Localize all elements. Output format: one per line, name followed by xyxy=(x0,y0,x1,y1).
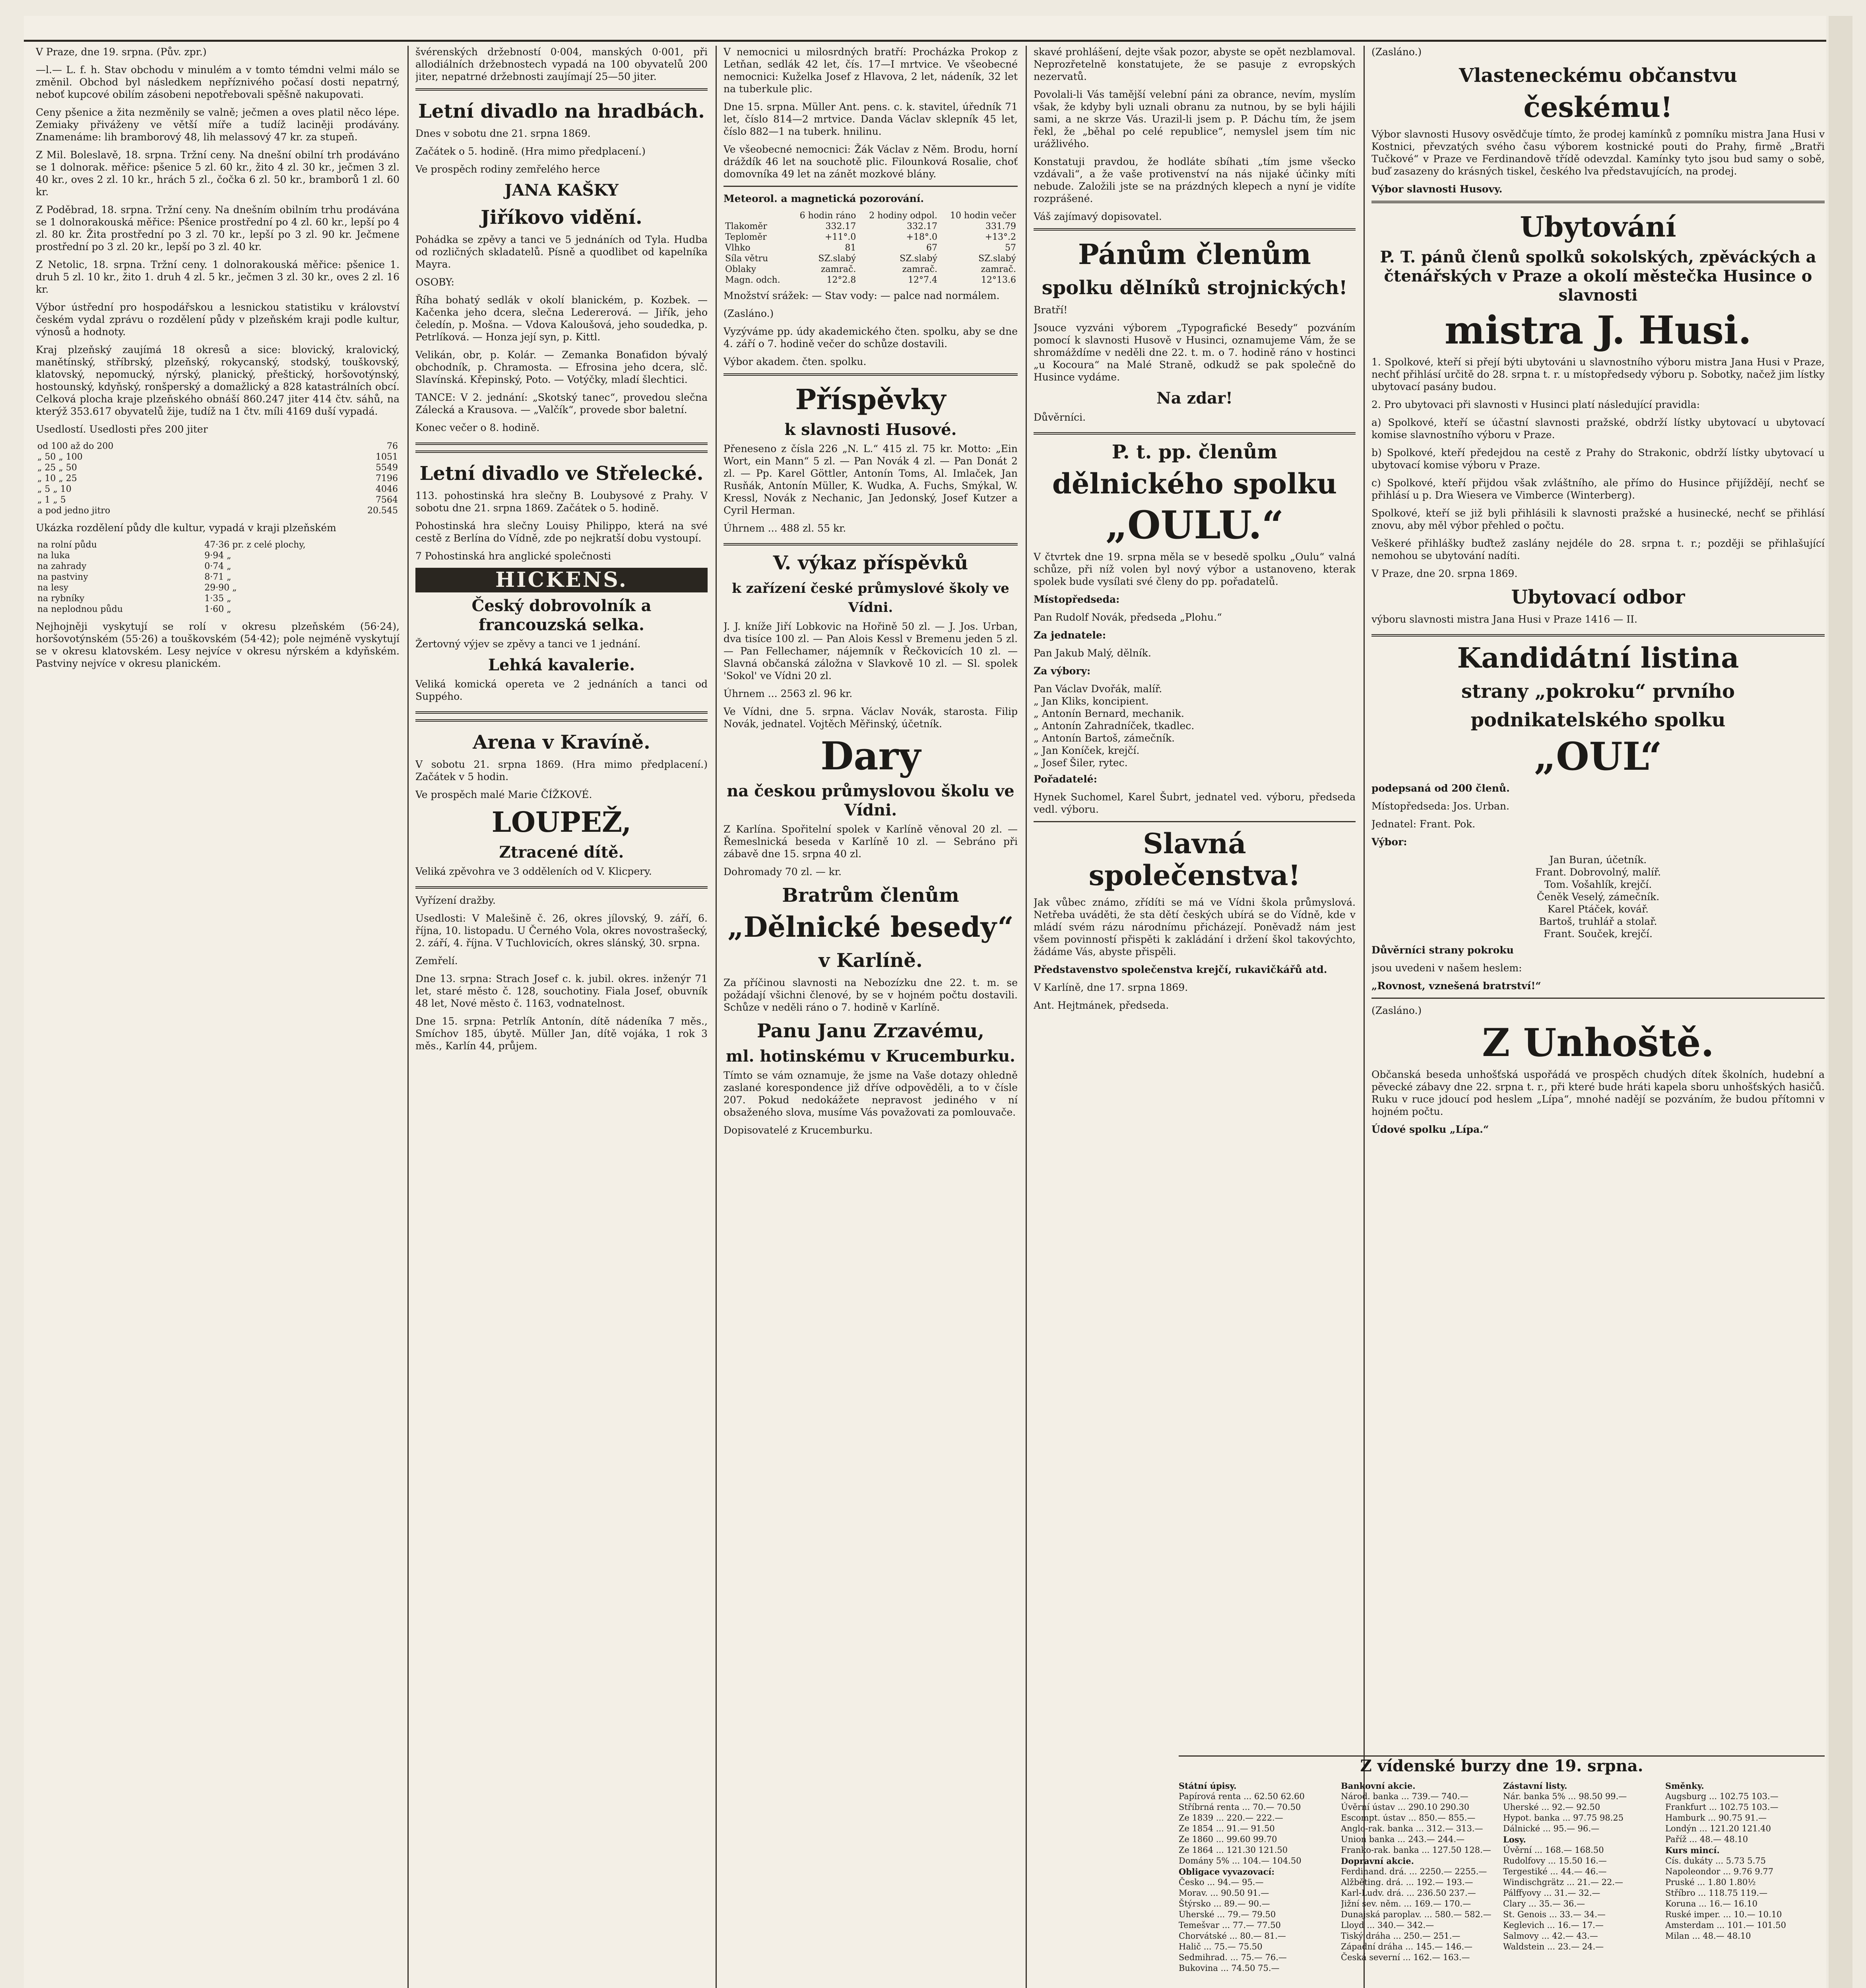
dary-subtitle: na českou průmyslovou školu ve Vídni. xyxy=(727,782,1014,819)
panum-section xyxy=(1034,228,1356,435)
bourse-row: Dálnické ... 95.— 96.— xyxy=(1503,1824,1600,1833)
column-4 xyxy=(1034,46,1356,1747)
culture-table xyxy=(36,540,400,615)
hospital-report: V nemocnici u milosrdných bratří: Procházka Prokop z Letňan, sedlák 42 let, čís. 17—I mrtvice. Ve všeobecné nemocnici: Kuželka Josef z Hlavova, 2 let, nádeník, 32 let na tuberkule plic. xyxy=(724,46,1018,95)
column-4-body-2: Konstatuji pravdou, že hodláte sbíhati „tím jsme všecko vzdávali“, a že vaše protivenství na nás nijaké účinky míti nebude. Založili jste se na prázdných klepech a nyní je vidíte rozprášené. xyxy=(1034,156,1356,204)
bourse-row: Londýn ... 121.20 121.40 xyxy=(1665,1824,1771,1833)
bourse-row: Ze 1839 ... 220.— 222.— xyxy=(1179,1813,1283,1823)
bourse-row: Česká severní ... 162.— 163.— xyxy=(1341,1953,1470,1962)
bourse-heading: Losy. xyxy=(1503,1835,1526,1844)
bourse-row: Salmovy ... 42.— 43.— xyxy=(1503,1931,1598,1941)
krucemburk-title: ml. hotinskému v Krucemburku. xyxy=(726,1047,1015,1066)
strany-title: strany „pokroku“ prvního xyxy=(1461,680,1735,703)
auctions-heading: Vyřízení dražby. xyxy=(415,895,496,906)
jednatel-name: Pan Jakub Malý, dělník. xyxy=(1034,647,1151,659)
list-item: Jan Buran, účetník. xyxy=(1549,854,1647,866)
bourse-row: Anglo-rak. banka ... 312.— 313.— xyxy=(1341,1824,1483,1833)
prispevky-body: Přeneseno z čísla 226 „N. L.“ 415 zl. 75 kr. Motto: „Ein Wort, ein Mann“ 5 zl. — Pan Novák 4 zl. — Pan Donát 2 zl. — Pp. Karel Göttler, Antonín Toms, Al. Imlaček, Jan Rusňák, Antonín Müller, K. Wudka, A. Fuchs, Smýkal, W. Kressl, Novák z Nechanic, Jan Jedonský, Josef Kutzer a Cyril Herman. xyxy=(724,443,1018,516)
ubytovani-date: V Praze, dne 20. srpna 1869. xyxy=(1371,568,1518,579)
list-item: Tom. Vošahlík, krejčí. xyxy=(1544,879,1652,890)
table-row: „ 5 „ 10 4046 xyxy=(37,484,398,494)
table-row: Síla větru SZ.slabý SZ.slabý SZ.slabý xyxy=(725,254,1016,264)
bourse-heading: Státní úpisy. xyxy=(1179,1781,1237,1791)
pt-pp-title: P. t. pp. členům xyxy=(1111,441,1278,463)
list-item: Čeněk Veselý, zámečník. xyxy=(1536,891,1660,903)
bourse-row: Escompt. ústav ... 850.— 855.— xyxy=(1341,1813,1476,1823)
table-row: od 100 až do 200 76 xyxy=(37,441,398,451)
arena-ad xyxy=(415,719,708,889)
list-item: Bartoš, truhlář a stolař. xyxy=(1539,916,1657,927)
bourse-row: Chorvátské ... 80.— 81.— xyxy=(1179,1931,1286,1941)
philippo-note: Pohostinská hra slečny Louisy Philippo, která na své cestě z Berlína do Vídně, zde po nejkratší dobu vystoupí. xyxy=(415,520,708,544)
jednatel-heading: Za jednatele: xyxy=(1034,629,1106,641)
table-row: na rolní půdu 47·36 pr. z celé plochy, xyxy=(37,540,306,550)
divider xyxy=(1034,821,1356,822)
bourse-row: Union banka ... 243.— 244.— xyxy=(1341,1835,1465,1844)
bourse-row: Ze 1860 ... 99.60 99.70 xyxy=(1179,1835,1277,1844)
column-4-body: Povolali-li Vás tamější velební páni za obrance, nevím, myslím však, že kdyby byli uznali obranu za nutnou, by se byli hájili sami, a ne skrze Vás. Urazil-li jsem p. P. Dáchu tím, že jsem řekl, že „běhal po celé republice“, nemyslel jsem tím nic urážlivého. xyxy=(1034,89,1356,149)
bourse-row: Papírová renta ... 62.50 62.60 xyxy=(1179,1792,1305,1801)
strelecka-title: Letní divadlo ve Střelecké. xyxy=(419,462,704,485)
bourse-row: Augsburg ... 102.75 103.— xyxy=(1665,1792,1779,1801)
dances-note: TANCE: V 2. jednání: „Skotský tanec“, provedou slečna Zálecká a Krausova. — „Valčík“, provede sbor baletní. xyxy=(415,392,708,415)
ubytovani-item-a: a) Spolkové, kteří se účastní slavnosti pražské, obdrží lístky ubytovací u ubytovací komise slavnostního výboru v Praze. xyxy=(1371,417,1825,441)
bourse-row: Pálffyovy ... 31.— 32.— xyxy=(1503,1888,1600,1898)
bourse-row: St. Genois ... 33.— 34.— xyxy=(1503,1910,1606,1919)
slavna-body: Jak vůbec známo, zřídíti se má ve Vídni škola průmyslová. Netřeba uváděti, že sta dětí českých ubírá se do Vídně, kde v mládí svém rázu národnímu přicházejí. Poněvadž nám jest všem povinností přispěti k zakládání i držení škol takovýchto, žádáme Vás, abyste přispěli. xyxy=(1034,897,1356,957)
podnik-title: podnikatelského spolku xyxy=(1470,709,1726,731)
culture-tail: Nejhojněji vyskytují se rolí v okresu plzeňském (56·24), horšovotýnském (55·26) a touškovském (54·42); pole nejméně vyskytují se v okresu klatovském. Lesy nejvíce v okresu nýrském a kdyňském. Pastviny nejvíce v okresu planickém. xyxy=(36,621,400,669)
hickens-pre: 7 Pohostinská hra anglické společnosti xyxy=(415,550,611,562)
list-item: „ Antonín Zahradníček, tkadlec. xyxy=(1034,720,1195,732)
holdings-table xyxy=(36,441,400,516)
page-edge-shadow xyxy=(1829,16,1852,1988)
bratri-body: Jsouce vyzváni výborem „Typografické Besedy“ pozváním pomocí k slavnosti Husově v Husinci, oznamujeme Vám, že se shromáždíme v neděli dne 22. t. m. o 7. hodině ráno v hostinci „u Kocoura“ na Malé Straně, odkudž se pak společně do Husince vydáme. xyxy=(1034,322,1356,383)
hickens-banner: HICKENS. xyxy=(415,568,708,592)
dary-body: Z Karlína. Spořitelní spolek v Karlíně věnoval 20 zl. — Řemeslnická beseda v Karlíně 10 zl. — Sebráno při zábavě dne 15. srpna 40 zl. xyxy=(724,823,1018,860)
karline-title: v Karlíně. xyxy=(819,949,923,972)
zaslano-label: (Zasláno.) xyxy=(1371,1005,1422,1016)
bourse-row: Stříbrná renta ... 70.— 70.50 xyxy=(1179,1802,1301,1812)
table-row: Teploměr +11°.0 +18°.0 +13°.2 xyxy=(725,232,1016,242)
bourse-row: Pruské ... 1.80 1.80½ xyxy=(1665,1877,1756,1887)
panum-title: Pánům členům xyxy=(1078,238,1311,271)
bourse-row: Tiský dráha ... 250.— 251.— xyxy=(1341,1931,1461,1941)
zaslano-label: (Zasláno.) xyxy=(1371,46,1422,58)
ubytovani-item-e: Veškeré přihlášky buďtež zaslány nejdéle do 28. srpna t. r.; později se přihlašující nemohou se ubytování nadíti. xyxy=(1371,538,1825,561)
column-3 xyxy=(724,46,1018,1988)
bourse-row: Úvěrní ... 168.— 168.50 xyxy=(1503,1845,1604,1855)
bourse-row: Windischgrätz ... 21.— 22.— xyxy=(1503,1877,1624,1887)
table-row: na neplodnou půdu 1·60 „ xyxy=(37,604,231,614)
heslo-line: jsou uvedeni v našem heslem: xyxy=(1371,962,1522,974)
bratri-heading: Bratří! xyxy=(1034,304,1068,316)
vykaz-sign: Ve Vídni, dne 5. srpna. Václav Novák, starosta. Filip Novák, jednatel. Vojtěch Měřinský, účetník. xyxy=(724,706,1018,730)
column-1 xyxy=(36,46,400,1988)
culture-intro: Ukázka rozdělení půdy dle kultur, vypadá v kraji plzeňském xyxy=(36,522,336,534)
bourse-row: Koruna ... 16.— 16.10 xyxy=(1665,1899,1757,1908)
bourse-row: Cís. dukáty ... 5.73 5.75 xyxy=(1665,1856,1766,1866)
weather-table xyxy=(724,210,1018,285)
krucemburk-sign: Dopisovatelé z Krucemburku. xyxy=(724,1124,873,1136)
column-rule xyxy=(1026,46,1027,1988)
unhost-title: Z Unhoště. xyxy=(1482,1020,1714,1065)
ubytovaci-odbor-sub: výboru slavnosti mistra Jana Husi v Praze 1416 — II. xyxy=(1371,613,1637,625)
ubytovani-item-b: b) Spolkové, kteří předejdou na cestě z Prahy do Strakonic, obdrží lístky ubytovací u ubytovací komise výboru v Praze. xyxy=(1371,447,1825,471)
bourse-row: Ze 1854 ... 91.— 91.50 xyxy=(1179,1824,1275,1833)
table-row: Magn. odch. 12°2.8 12°7.4 12°13.6 xyxy=(725,275,1016,285)
duvernici-strany: Důvěrníci strany pokroku xyxy=(1371,944,1514,956)
bourse-row: Česko ... 94.— 95.— xyxy=(1179,1877,1264,1887)
ubytovani-item-1: 1. Spolkové, kteří si přejí býti ubytováni u slavnostního výboru mistra Jana Husi v Praze, nechť přihlásí určitě do 28. srpna t. r. u místopředsedy výboru p. Sobotky, načež jim lístky ubytovací pasány budou. xyxy=(1371,356,1825,392)
dateline: V Praze, dne 19. srpna. (Pův. zpr.) xyxy=(36,46,207,58)
table-row: na pastviny 8·71 „ xyxy=(37,572,231,582)
market-podebrady: Z Poděbrad, 18. srpna. Tržní ceny. Na dnešním obilním trhu prodávána se 1 dolnorakouská měřice: Pšenice prostřední po 4 zl. 60 kr., lepší po 4 zl. 80 kr. Žita prostřední po 3 zl. 70 kr., lepší po 3 zl. 90 kr. Ječmene prostřední po 3 zl. 20 kr., lepší po 3 zl. 40 kr. xyxy=(36,204,400,252)
cast-list: Říha bohatý sedlák v okolí blanickém, p. Kozbek. — Kačenka jeho dcera, slečna Ledererová. — Jiřík, jeho čeledín, p. Mošna. — Vdova Kaloušová, jeho soudedka, p. Petrlíková. — Honza její syn, p. Kittl. xyxy=(415,294,708,343)
benefit-name: JANA KAŠKY xyxy=(504,181,619,200)
bourse-column-1 xyxy=(1179,1780,1336,1988)
bourse-row: Nár. banka 5% ... 98.50 99.— xyxy=(1503,1792,1627,1801)
bourse-row: Hypot. banka ... 97.75 98.25 xyxy=(1503,1813,1624,1823)
list-item: Frant. Souček, krejčí. xyxy=(1544,928,1653,940)
bourse-heading: Bankovní akcie. xyxy=(1341,1781,1416,1791)
bourse-heading: Kurs mincí. xyxy=(1665,1845,1720,1855)
bourse-row: Keglevich ... 16.— 17.— xyxy=(1503,1920,1604,1930)
market-boleslav: Z Mil. Boleslavě, 18. srpna. Tržní ceny. Na dnešní obilní trh prodáváno se 1 dolnorak. měřice: pšenice 5 zl. 60 kr., žito 4 zl. 30 kr., ječmen 3 zl. 40 kr., oves 2 zl. 10 kr., hrách 5 zl., čočka 6 zl. 50 kr., bramborů 1 zl. 60 kr. xyxy=(36,149,400,198)
zrzavy-title: Panu Janu Zrzavému, xyxy=(756,1020,985,1042)
vykaz-total: Úhrnem ... 2563 zl. 96 kr. xyxy=(724,688,853,699)
bourse-row: Stříbro ... 118.75 119.— xyxy=(1665,1888,1767,1898)
prispevky-total: Úhrnem ... 488 zl. 55 kr. xyxy=(724,522,846,534)
list-item: „ Antonín Bartoš, zámečník. xyxy=(1034,732,1175,744)
letni-start: Začátek o 5. hodině. (Hra mimo předplacení.) xyxy=(415,146,646,157)
bratrum-title: Bratrům členům xyxy=(782,884,959,907)
ubytovani-item-d: Spolkové, kteří se již byli přihlásili k slavnosti pražské a husinecké, nechť se přihlásí znovu, aby měl výbor přehled o počtu. xyxy=(1371,507,1825,531)
bourse-heading: Směnky. xyxy=(1665,1781,1704,1791)
ubytovani-item-2: 2. Pro ubytovaci při slavnosti v Husinci platí následující pravidla: xyxy=(1371,399,1700,410)
table-row: „ 50 „ 100 1051 xyxy=(37,452,398,462)
table-row: na luka 9·94 „ xyxy=(37,551,231,561)
cast-list-2: Velikán, obr, p. Kolár. — Zemanka Bonaťidon bývalý obchodník, p. Chramosta. — Efrosina jeho dcera, slč. Slavínská. Křepinský, Poto. — Votýčky, mladí šlechtici. xyxy=(415,349,708,385)
unhost-sign: Údové spolku „Lípa.“ xyxy=(1371,1124,1489,1135)
market-report-body: Ceny pšenice a žita nezměnily se valně; ječmen a oves platil něco lépe. Zemiaky přiváženy ve větší míře a tudíž laciněji prodávány. Znamenáme: lih bramborový 48, lih melassový 47 kr. za stupeň. xyxy=(36,107,400,143)
bourse-row: Paříž ... 48.— 48.10 xyxy=(1665,1835,1748,1844)
oulu-body: V čtvrtek dne 19. srpna měla se v besedě spolku „Oulu“ valná schůze, při níž volen byl nový výbor a ustanoveno, kterak spolek bude vysílati své členy do pp. pořadatelů. xyxy=(1034,551,1356,587)
letni-date: Dnes v sobotu dne 21. srpna 1869. xyxy=(415,128,591,139)
deaths-body: Dne 13. srpna: Strach Josef c. k. jubil. okres. inženýr 71 let, staré město č. 128, souchotiny. Fiala Josef, obuvník 48 let, Nové město č. 1163, vodnatelnost. xyxy=(415,973,708,1009)
prispevky-section xyxy=(724,373,1018,546)
vykaz-subtitle: k zařízení české průmyslové školy ve Vídni. xyxy=(732,580,1009,615)
bourse-row: Temešvar ... 77.— 77.50 xyxy=(1179,1920,1281,1930)
zaslano-label: (Zasláno.) xyxy=(724,308,774,319)
bourse-row: Domány 5% ... 104.— 104.50 xyxy=(1179,1856,1302,1866)
table-row: „ 25 „ 50 5549 xyxy=(37,463,398,473)
arena-benefit: Ve prospěch malé Marie ČÍŽKOVÉ. xyxy=(415,789,592,800)
column-2 xyxy=(415,46,708,1988)
bourse-row: Milan ... 48.— 48.10 xyxy=(1665,1931,1751,1941)
holdings-table-title: Usedlostí. Usedlosti přes 200 jiter xyxy=(36,423,208,435)
auctions-body: Usedlosti: V Malešině č. 26, okres jílovský, 9. září, 6. října, 10. listopadu. U Černého Vola, okres novostrašecký, 2. září, 4. října. V Tuchlovicích, okres slánský, 30. srpna. xyxy=(415,912,708,949)
vykaz-title: V. výkaz příspěvků xyxy=(773,552,968,574)
ubytovaci-odbor-title: Ubytovací odbor xyxy=(1511,586,1685,608)
bourse-row: Napoleondor ... 9.76 9.77 xyxy=(1665,1867,1773,1876)
table-row: Tlakoměr 332.17 332.17 331.79 xyxy=(725,221,1016,231)
bourse-row: Uherské ... 92.— 92.50 xyxy=(1503,1802,1600,1812)
deaths-body-2: Dne 15. srpna: Petrlík Antonín, dítě nádeníka 7 měs., Smíchov 185, úbytě. Müller Jan, dítě vojáka, 1 rok 3 měs., Karlín 44, průjem. xyxy=(415,1015,708,1052)
statistic-body: Kraj plzeňský zaujímá 18 okresů a sice: blovický, kralovický, manětínský, stříbrský, plzeňský, rokycanský, stodský, touškovský, klatovský, nepomucký, nýrský, planický, přeštický, horšovotýnský, hostounský, kdyňský, ronšperský a domažlický a 828 katastrálních obcí. Celková plocha kraje plzeňského obnáší 860.247 jiter 414 čtv. sáhů, na kterýž 353.617 obyvatelů žije, tudíž na 1 čtv. míli 4169 duší vypadá. xyxy=(36,344,400,417)
ubytovani-subtitle: P. T. pánů členů spolků sokolských, zpěváckých a čtenářských v Praze a okolí městečka Husince o slavnosti xyxy=(1380,248,1816,305)
nazdar-line: Na zdar! xyxy=(1156,389,1233,408)
divider xyxy=(724,186,1018,187)
bourse-row: Dunajská paroplav. ... 580.— 582.— xyxy=(1341,1910,1492,1919)
table-row: „ 1 „ 5 7564 xyxy=(37,495,398,505)
bourse-row: Ruské imper. ... 10.— 10.10 xyxy=(1665,1910,1782,1919)
prispevky-title: Příspěvky xyxy=(795,383,946,416)
list-item: Karel Ptáček, kovář. xyxy=(1547,903,1649,915)
bourse-row: Karl-Ludv. drá. ... 236.50 237.— xyxy=(1341,1888,1476,1898)
table-row: 6 hodin ráno 2 hodiny odpol. 10 hodin večer xyxy=(799,211,1016,221)
krucemburk-body: Tímto se vám oznamuje, že jsme na Vaše dotazy ohledně zaslané korespondence již dříve odpověděli, a to v čísle 207. Pokud nedokážete nepravost jediného v ní obsaženého slova, musíme Vás považovati za pomlouvače. xyxy=(724,1070,1018,1118)
bourse-heading: Obligace vyvazovací: xyxy=(1179,1867,1275,1877)
list-item: „ Antonín Bernard, mechanik. xyxy=(1034,708,1184,719)
letni-divadlo-ad xyxy=(415,88,708,445)
cast-heading: OSOBY: xyxy=(415,276,454,288)
mistopredseda-heading: Místopředseda: xyxy=(1034,594,1120,605)
slavna-date: V Karlíně, dne 17. srpna 1869. xyxy=(1034,982,1188,993)
arena-date: V sobotu 21. srpna 1869. (Hra mimo předplacení.) Začátek v 5 hodin. xyxy=(415,759,708,782)
list-item: Pan Václav Dvořák, malíř. xyxy=(1034,683,1162,695)
dobrovolnik-sub: Žertovný výjev se zpěvy a tanci ve 1 jednání. xyxy=(415,638,641,650)
table-row: Vlhko 81 67 57 xyxy=(725,243,1016,253)
letni-divadlo-title: Letní divadlo na hradbách. xyxy=(418,100,705,122)
poradatele-names: Hynek Suchomel, Karel Šubrt, jednatel ved. výboru, předseda vedl. výboru. xyxy=(1034,791,1356,815)
prispevky-subtitle: k slavnosti Husové. xyxy=(784,420,957,439)
dary-title: Dary xyxy=(820,734,921,779)
table-row: Oblaky zamrač. zamrač. zamrač. xyxy=(725,264,1016,274)
bourse-column-2 xyxy=(1341,1780,1498,1988)
bourse-column-3 xyxy=(1503,1780,1660,1988)
poradatele-heading: Pořadatelé: xyxy=(1034,773,1097,785)
vlast-sign: Výbor slavnosti Husovy. xyxy=(1371,183,1503,195)
list-item: Frant. Dobrovolný, malíř. xyxy=(1535,866,1661,878)
bourse-row: Morav. ... 90.50 91.— xyxy=(1179,1888,1269,1898)
bourse-row: Frankfurt ... 102.75 103.— xyxy=(1665,1802,1779,1812)
heslo-text: „Rovnost, vznešená bratrství!“ xyxy=(1371,980,1541,992)
bourse-heading: Zástavní listy. xyxy=(1503,1781,1567,1791)
bourse-row: Lloyd ... 340.— 342.— xyxy=(1341,1920,1434,1930)
vykaz-body: J. J. kníže Jiří Lobkovic na Hořině 50 zl. — J. Jos. Urban, dva tisíce 100 zl. — Pan Alois Kessl v Bremenu jeden 5 zl. — Pan Fellechamer, nájemník v Řečkovicích 10 zl. — Slavná občanská záložna v Slavkově 10 zl. — Sl. spolek 'Sokol' ve Vídni 20 zl. xyxy=(724,621,1018,681)
bourse-row: Štýrsko ... 89.— 90.— xyxy=(1179,1899,1270,1908)
bourse-row: Ze 1864 ... 121.30 121.50 xyxy=(1179,1845,1288,1855)
weather-note: Množství srážek: — Stav vody: — palce nad normálem. xyxy=(724,290,1000,301)
podepsana-line: podepsaná od 200 členů. xyxy=(1371,782,1510,794)
slavna-sign: Představenstvo společenstva krejčí, rukavičkářů atd. xyxy=(1034,964,1327,975)
weather-title: Meteorol. a magnetická pozorování. xyxy=(724,193,924,204)
table-row: a pod jedno jitro 20.545 xyxy=(37,506,398,516)
table-row: na lesy 29·90 „ xyxy=(37,583,237,593)
bourse-row: Uherské ... 79.— 79.50 xyxy=(1179,1910,1276,1919)
mistopredseda-name: Pan Rudolf Novák, předseda „Plohu.“ xyxy=(1034,612,1222,623)
hospital-report-3: Ve všeobecné nemocnici: Žák Václav z Něm. Brodu, horní dráždík 46 let na souchotě plic. Filounková Rosalie, choť domovníka 49 let na zánět mozkové blány. xyxy=(724,144,1018,180)
bourse-row: Waldstein ... 23.— 24.— xyxy=(1503,1942,1604,1951)
kavalerie-sub: Veliká komická opereta ve 2 jednáních a tanci od Suppého. xyxy=(415,678,708,702)
table-row: na zahrady 0·74 „ xyxy=(37,561,231,571)
table-row: „ 10 „ 25 7196 xyxy=(37,474,398,483)
bourse-row: Franko-rak. banka ... 127.50 128.— xyxy=(1341,1845,1491,1855)
mistopredseda-line: Místopředseda: Jos. Urban. xyxy=(1371,800,1509,812)
bourse-row: Tergestiké ... 44.— 46.— xyxy=(1503,1867,1607,1876)
arena-title: Arena v Kravíně. xyxy=(473,731,650,753)
bourse-table xyxy=(1179,1755,1825,1988)
kandidatni-title: Kandidátní listina xyxy=(1457,641,1739,674)
bourse-row: Hamburk ... 90.75 91.— xyxy=(1665,1813,1767,1823)
ceskemu-title: českému! xyxy=(1523,91,1673,124)
bourse-row: Bukovina ... 74.50 75.— xyxy=(1179,1963,1280,1973)
vlast-body: Výbor slavnosti Husovy osvědčuje tímto, že prodej kamínků z pomníku mistra Jana Husi v Kostnici, převzatých svého času výborem kostnické pouti do Prahy, firmě „Bratři Tučkové“ v Praze ve Ferdinandově třídě odevzdal. Kamínky tyto jsou bud samy o sobě, buď zasazeny do krásných tiskel, českého lva představujících, na prodej. xyxy=(1371,128,1825,177)
dary-total: Dohromady 70 zl. — kr. xyxy=(724,866,842,878)
play-description: Pohádka se zpěvy a tanci ve 5 jednáních od Tyla. Hudba od rozličných skladatelů. Písně a quodlibet od kapelníka Mayra. xyxy=(415,234,708,270)
kavalerie-title: Lehká kavalerie. xyxy=(488,656,635,674)
list-item: „ Josef Šiler, rytec. xyxy=(1034,757,1128,769)
bourse-heading: Dopravní akcie. xyxy=(1341,1856,1414,1866)
delnicke-besedy-title: „Dělnické besedy“ xyxy=(727,911,1014,944)
vlast-title: Vlasteneckému občanstvu xyxy=(1459,64,1737,87)
header-rule xyxy=(24,40,1826,42)
strelecka-ad xyxy=(415,450,708,714)
vybory-heading: Za výbory: xyxy=(1034,665,1091,677)
ubytovani-title: Ubytování xyxy=(1520,210,1676,243)
deaths-heading: Zemřelí. xyxy=(415,955,458,967)
bourse-column-4 xyxy=(1665,1780,1822,1988)
play-title: Jiříkovo vidění. xyxy=(481,206,642,229)
ubytovani-section xyxy=(1371,201,1825,637)
jednatel-line: Jednatel: Frant. Pok. xyxy=(1371,818,1476,830)
bratrum-body: Za příčinou slavnosti na Nebozízku dne 22. t. m. se požádají všichni členové, by se v hojném počtu dostavili. Schůze v neděli ráno o 7. hodině v Karlíně. xyxy=(724,977,1018,1013)
academic-notice: Vyzýváme pp. údy akademického čten. spolku, aby se dne 4. září o 7. hodině večer do schůze dostavili. xyxy=(724,326,1018,349)
loupez-desc: Veliká zpěvohra ve 3 odděleních od V. Klicpery. xyxy=(415,866,652,877)
bourse-row: Jižní sev. něm. ... 169.— 170.— xyxy=(1341,1899,1471,1908)
divider xyxy=(1371,998,1825,999)
market-report-intro: —l.— L. f. h. Stav obchodu v minulém a v tomto témdni velmi málo se změnil. Obchod byl následkem nepříznivého počasí dosti nepatrný, neboť kupcové obilím zásobeni nepotřebovali spěšně nakupovati. xyxy=(36,64,400,100)
bourse-row: Alžběting. drá. ... 192.— 193.— xyxy=(1341,1877,1473,1887)
duvernici-sign: Důvěrníci. xyxy=(1034,412,1086,423)
bourse-row: Úvěrní ústav ... 290.10 290.30 xyxy=(1341,1802,1470,1812)
bourse-title: Z vídenské burzy dne 19. srpna. xyxy=(1360,1757,1643,1775)
slavna-title: Slavná společenstva! xyxy=(1088,827,1301,892)
spolku-title: spolku dělníků strojnických! xyxy=(1042,277,1348,299)
ubytovani-item-c: c) Spolkové, kteří přijdou však zvláštního, ale přímo do Husince přijíždějí, nechť se přihlásí u p. Dra Wiesera ve Vimberce (Winterberg). xyxy=(1371,477,1825,501)
bourse-row: Západní dráha ... 145.— 146.— xyxy=(1341,1942,1473,1951)
hospital-report-2: Dne 15. srpna. Müller Ant. pens. c. k. stavitel, úředník 71 let, číslo 814—2 mrtvice. Danda Václav sklepník 45 let, číslo 882—1 na tuberk. hnilinu. xyxy=(724,101,1018,137)
bourse-row: Ferdinand. drá. ... 2250.— 2255.— xyxy=(1341,1867,1487,1876)
column-5 xyxy=(1371,46,1825,1747)
unhost-body: Občanská beseda unhošťská uspořádá ve prospěch chudých dítek školních, hudební a pěvecké zábavy dne 22. srpna t. r., při které bude hráti kapela sboru unhošťských hasičů. Ruku v ruce jdoucí pod heslem „Lípa“, mnohé nadějí se pozváním, že budou přítomni v hojném počtu. xyxy=(1371,1069,1825,1117)
strelecka-body: 113. pohostinská hra slečny B. Loubysové z Prahy. V sobotu dne 21. srpna 1869. Začátek o 5. hodině. xyxy=(415,490,708,514)
delnickeho-title: dělnického spolku xyxy=(1052,467,1337,500)
bourse-row: Národ. banka ... 739.— 740.— xyxy=(1341,1792,1468,1801)
table-row: na rybníky 1·35 „ xyxy=(37,594,231,604)
end-note: Konec večer o 8. hodině. xyxy=(415,422,540,433)
column-rule xyxy=(1364,46,1365,1988)
oul-title: „OUL“ xyxy=(1534,734,1662,779)
list-item: „ Jan Koníček, krejčí. xyxy=(1034,745,1140,756)
letni-benefit: Ve prospěch rodiny zemřelého herce xyxy=(415,163,600,175)
loupez-title: LOUPEŽ, xyxy=(491,806,632,839)
column-4-intro: skavé prohlášení, dejte však pozor, abyste se opět nezblamoval. Neprozřetelně konstatujete, že se pasuje z evropských nezervatů. xyxy=(1034,46,1356,82)
slavna-name: Ant. Hejtmánek, předseda. xyxy=(1034,1000,1169,1011)
vybor-heading: Výbor: xyxy=(1371,836,1407,848)
column-rule xyxy=(407,46,409,1988)
dobrovolnik-title: Český dobrovolník a francouzská selka. xyxy=(471,596,652,634)
loupez-subtitle: Ztracené dítě. xyxy=(499,843,624,862)
academic-sign: Výbor akadem. čten. spolku. xyxy=(724,356,867,367)
mistra-husi-title: mistra J. Husi. xyxy=(1445,308,1752,353)
column-rule xyxy=(716,46,717,1988)
market-netolice: Z Netolic, 18. srpna. Tržní ceny. 1 dolnorakouská měřice: pšenice 1. druh 5 zl. 10 kr., žito 1. druh 4 zl. 5 kr., ječmen 3 zl. 30 kr., oves 2 zl. 16 kr. xyxy=(36,259,400,295)
bourse-row: Rudolfovy ... 15.50 16.— xyxy=(1503,1856,1607,1866)
statistic-intro: Výbor ústřední pro hospodářskou a lesnickou statistiku v království českém vydal zprávu o rozdělení půdy v plzeňském kraji podle kultur, výnosů a hodnoty. xyxy=(36,301,400,338)
list-item: „ Jan Kliks, koncipient. xyxy=(1034,695,1149,707)
bourse-row: Halič ... 75.— 75.50 xyxy=(1179,1942,1263,1951)
column-2-intro: švérenských držebností 0·004, manských 0·001, při allodiálních držebnostech vypadá na 100 obyvatelů 200 jiter, nepatrné držebnosti zaujímají 25—50 jiter. xyxy=(415,46,708,82)
dopisovatel-sign: Váš zajímavý dopisovatel. xyxy=(1034,211,1162,222)
oulu-title: „OULU.“ xyxy=(1105,503,1284,547)
bourse-row: Clary ... 35.— 36.— xyxy=(1503,1899,1585,1908)
bourse-row: Sedmihrad. ... 75.— 76.— xyxy=(1179,1953,1287,1962)
bourse-row: Amsterdam ... 101.— 101.50 xyxy=(1665,1920,1786,1930)
